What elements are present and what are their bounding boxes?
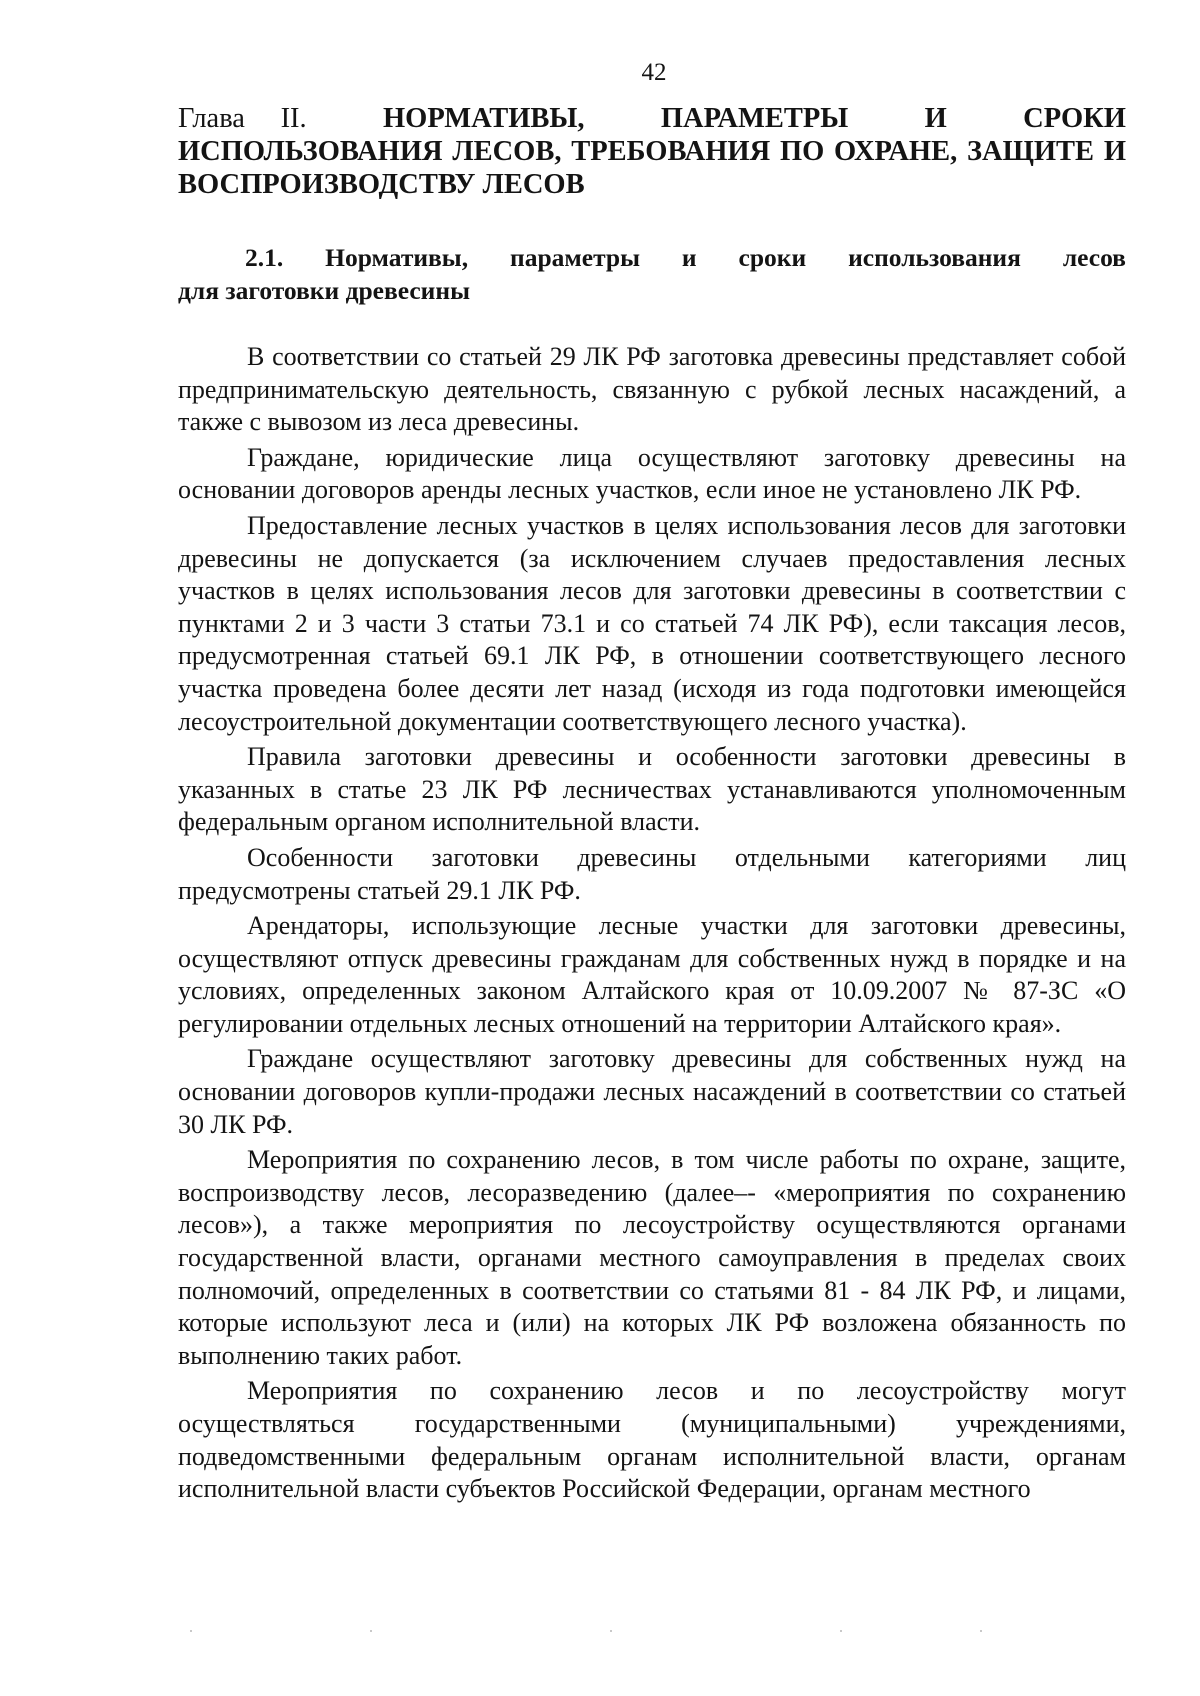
chapter-title (178, 102, 1126, 201)
section-word-3: и (681, 243, 697, 272)
section-word-6: лесов (1062, 243, 1126, 272)
paragraph: Мероприятия по сохранению лесов, в том числе работы по охране, защите, воспроизводству лесов, лесоразведению (далее–- «мероприятия по сохранению лесов»), а также мероприятия по лесоустройству осуществляются органами государственной власти, органами местного самоуправления в пределах своих полномочий, определенных в соответствии со статьями 81 - 84 ЛК РФ, и лицами, которые используют леса и (или) на которых ЛК РФ возложена обязанность по выполнению таких работ. (178, 1145, 1126, 1370)
document-page (178, 58, 1126, 1508)
scan-artifacts (190, 1630, 990, 1642)
paragraph: Предоставление лесных участков в целях использования лесов для заготовки древесины не допускается (за исключением случаев предоставления лесных участков в целях использования лесов для заготовки древесины в соответствии с пунктами 2 и 3 части 3 статьи 73.1 и со статьей 74 ЛК РФ), если таксация лесов, предусмотренная статьей 69.1 ЛК РФ, в отношении соответствующего лесного участка проведена более десяти лет назад (исходя из года подготовки имеющейся лесоустроительной документации соответствующего лесного участка). (178, 510, 1126, 736)
section-word-4: сроки (738, 243, 807, 272)
body-text (178, 341, 1126, 1506)
chapter-title-line1 (178, 102, 1126, 135)
paragraph: В соответствии со статьей 29 ЛК РФ заготовка древесины представляет собой предпринимательскую деятельность, связанную с рубкой лесных насаждений, а также с вывозом из леса древесины. (178, 342, 1126, 437)
chapter-word-3: И (924, 103, 947, 134)
chapter-numeral: II. (280, 103, 307, 134)
chapter-title-rest: ИСПОЛЬЗОВАНИЯ ЛЕСОВ, ТРЕБОВАНИЯ ПО ОХРАНЕ, ЗАЩИТЕ И ВОСПРОИЗВОДСТВУ ЛЕСОВ (178, 136, 1126, 200)
section-number: 2.1. (245, 243, 284, 272)
chapter-label: Глава (178, 103, 245, 134)
section-title-line1 (178, 241, 1126, 274)
paragraph: Граждане, юридические лица осуществляют заготовку древесины на основании договоров аренды лесных участков, если иное не установлено ЛК РФ. (178, 442, 1126, 505)
chapter-word-4: СРОКИ (1023, 103, 1126, 134)
paragraph: Граждане осуществляют заготовку древесины для собственных нужд на основании договоров купли-продажи лесных насаждений в соответствии со статьей 30 ЛК РФ. (178, 1044, 1126, 1139)
page-number: 42 (641, 59, 667, 86)
chapter-word-2: ПАРАМЕТРЫ (660, 103, 849, 134)
section-title (178, 241, 1126, 307)
section-word-5: использования (848, 243, 1021, 272)
section-word-2: параметры (510, 243, 641, 272)
chapter-word-1: НОРМАТИВЫ, (383, 103, 585, 134)
paragraph: Правила заготовки древесины и особенности заготовки древесины в указанных в статье 23 ЛК РФ лесничествах устанавливаются уполномоченным федеральным органом исполнительной власти. (178, 742, 1126, 837)
section-title-rest: для заготовки древесины (178, 276, 470, 305)
section-word-1: Нормативы, (325, 243, 469, 272)
paragraph: Мероприятия по сохранению лесов и по лесоустройству могут осуществляться государственными (муниципальными) учреждениями, подведомственными федеральным органам исполнительной власти, органам исполнительной власти субъектов Российской Федерации, органам местного (178, 1376, 1126, 1504)
paragraph: Особенности заготовки древесины отдельными категориями лиц предусмотрены статьей 29.1 ЛК РФ. (178, 842, 1126, 905)
paragraph: Арендаторы, использующие лесные участки для заготовки древесины, осуществляют отпуск древесины гражданам для собственных нужд в порядке и на условиях, определенных законом Алтайского края от 10.09.2007 № 87-ЗС «О регулировании отдельных лесных отношений на территории Алтайского края». (178, 911, 1126, 1038)
